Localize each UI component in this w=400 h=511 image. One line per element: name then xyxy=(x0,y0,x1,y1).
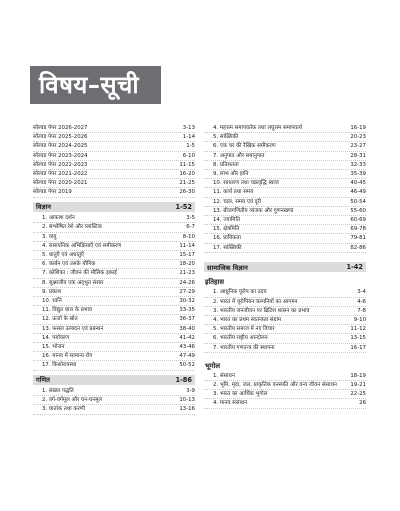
toc-entry-title: 2. भारत में यूरोपियन कम्पनियों का आगमन xyxy=(213,298,298,305)
toc-entry-pages: 55-60 xyxy=(350,207,366,214)
toc-entry xyxy=(33,124,195,133)
toc-entry-pages: 60-69 xyxy=(350,217,366,224)
toc-entry xyxy=(33,170,195,179)
toc-entry-pages: 11-14 xyxy=(179,242,195,249)
toc-entry xyxy=(33,242,195,251)
toc-entry xyxy=(204,244,366,253)
toc-entry-title: सॉल्वड पेपर 2022-2023 xyxy=(33,161,88,168)
toc-entry-pages: 6-10 xyxy=(182,152,195,159)
toc-entry-pages: 15-17 xyxy=(179,251,195,258)
toc-entry-pages: 47-49 xyxy=(179,353,195,360)
toc-entry-pages: 35-39 xyxy=(350,171,366,178)
toc-entry xyxy=(33,325,195,334)
toc-entry-pages: 19-21 xyxy=(350,381,366,388)
toc-entry-pages: 30-32 xyxy=(179,297,195,304)
toc-entry xyxy=(33,223,195,232)
toc-entry xyxy=(204,381,366,390)
page-title: विषय–सूची xyxy=(30,66,161,104)
toc-entry xyxy=(204,152,366,161)
toc-entry xyxy=(33,152,195,161)
toc-entry-title: 10. साधारण तथा चक्रवृद्धि ब्याज xyxy=(213,180,279,187)
toc-entry xyxy=(33,315,195,324)
toc-entry-title: 5. सांख्यिकी xyxy=(213,134,239,141)
social-pages: 1-42 xyxy=(346,263,363,272)
toc-entry-title: 7. अनुपात और समानुपात xyxy=(213,152,265,159)
toc-entry xyxy=(33,306,195,315)
toc-entry-title: 7. कोशिका : जीवन की मौलिक इकाई xyxy=(42,270,117,277)
toc-entry-title: 15. क्षेत्रमिति xyxy=(213,226,240,233)
toc-entry-pages: 33-35 xyxy=(179,307,195,314)
toc-entry-pages: 11-15 xyxy=(179,161,195,168)
toc-entry-pages: 3-9 xyxy=(186,388,195,395)
toc-entry-title: 17. सांख्यिकी xyxy=(213,244,242,251)
toc-entry xyxy=(204,399,366,408)
toc-entry xyxy=(204,325,366,334)
toc-entry-title: 5. भारतीय समाज में नए विचार xyxy=(213,326,275,333)
toc-entry-title: 10. ध्वनि xyxy=(42,297,62,304)
toc-entry-pages: 41-42 xyxy=(179,334,195,341)
toc-entry-title: सॉल्वड पेपर 2021-2022 xyxy=(33,171,88,178)
toc-entry-title: 6. कार्बन एवं उसके यौगिक xyxy=(42,261,96,268)
toc-entry-title: 12. ऊर्जा के स्रोत xyxy=(42,316,78,323)
toc-entry xyxy=(204,188,366,197)
toc-entry-pages: 18-19 xyxy=(350,372,366,379)
toc-entry-pages: 3-4 xyxy=(357,289,366,296)
toc-entry-pages: 7-8 xyxy=(357,307,366,314)
toc-entry-title: 14. ज्यामिति xyxy=(213,217,240,224)
math-continued-list xyxy=(204,124,366,253)
toc-entry-pages: 22-25 xyxy=(350,391,366,398)
toc-entry-title: 8. सूक्ष्मजीव एक अद्‌भुत संसार xyxy=(42,279,104,286)
toc-entry xyxy=(33,161,195,170)
solved-papers-list xyxy=(33,124,195,198)
toc-entry-pages: 16-19 xyxy=(350,125,366,131)
math-title: गणित xyxy=(36,376,50,385)
toc-entry xyxy=(204,170,366,179)
toc-entry xyxy=(204,344,366,353)
toc-entry-title: 16. प्रायिकता xyxy=(213,235,241,242)
toc-entry xyxy=(204,298,366,307)
toc-entry-title: 6. भारतीय राष्ट्रीय आन्दोलन xyxy=(213,335,268,342)
toc-entry xyxy=(204,207,366,216)
toc-entry-title: 3. भारत का आर्थिक भूगोल xyxy=(213,391,268,398)
toc-entry-pages: 8-10 xyxy=(182,233,195,240)
toc-entry-title: 1. संख्या पद्धति xyxy=(42,388,74,395)
geography-heading: भूगोल xyxy=(205,361,220,370)
toc-entry-title: सॉल्वड पेपर 2024-2025 xyxy=(33,143,88,150)
toc-entry-pages: 28-31 xyxy=(350,152,366,159)
toc-entry xyxy=(204,288,366,297)
toc-entry-title: 2. भूमि, मृदा, जल, प्राकृतिक वनस्पति और वन्य जीवन संसाधन xyxy=(213,381,337,388)
toc-entry xyxy=(204,124,366,133)
toc-entry xyxy=(204,161,366,170)
toc-entry-title: 3. वायु xyxy=(42,233,57,240)
science-title: विज्ञान xyxy=(36,203,51,212)
toc-entry-title: सॉल्वड पेपर 2023-2024 xyxy=(33,152,88,159)
toc-entry xyxy=(204,307,366,316)
toc-entry xyxy=(204,198,366,207)
toc-entry xyxy=(204,179,366,188)
toc-entry xyxy=(33,251,195,260)
toc-entry-pages: 26-30 xyxy=(179,189,195,196)
toc-entry-pages: 3-5 xyxy=(186,215,195,222)
toc-entry-pages: 38-40 xyxy=(179,325,195,332)
toc-entry xyxy=(33,188,195,197)
toc-entry-pages: 16-17 xyxy=(350,344,366,351)
history-heading: इतिहास xyxy=(205,278,224,287)
toc-entry xyxy=(204,372,366,381)
toc-entry xyxy=(204,133,366,142)
toc-entry-pages: 79-81 xyxy=(350,235,366,242)
toc-entry-title: 13. बीजगणितीय व्यंजक और गुणनखण्ड xyxy=(213,207,294,214)
toc-entry xyxy=(204,225,366,234)
toc-entry-pages: 16-20 xyxy=(179,171,195,178)
toc-entry-title: 1. संसाधन xyxy=(213,372,235,379)
toc-entry xyxy=(33,179,195,188)
toc-entry-title: सॉल्वड पेपर 2026-2027 xyxy=(33,125,88,131)
toc-entry-title: 16. मानव में सामान्य रोग xyxy=(42,353,93,360)
toc-entry xyxy=(33,297,195,306)
math-section-header xyxy=(33,375,195,386)
toc-entry-title: 8. प्रतिशतता xyxy=(213,161,239,168)
science-pages: 1-52 xyxy=(175,202,192,211)
toc-entry-title: 17. किशोरावस्था xyxy=(42,362,77,369)
toc-entry xyxy=(33,343,195,352)
social-section-header xyxy=(204,262,366,273)
toc-entry xyxy=(33,214,195,223)
toc-entry-pages: 1-14 xyxy=(182,134,195,141)
toc-entry xyxy=(204,334,366,343)
toc-entry-pages: 32-33 xyxy=(350,161,366,168)
toc-entry-title: 12. चाल, समय एवं दूरी xyxy=(213,198,262,205)
toc-entry-title: 13. फसल उत्पादन एवं प्रबन्धन xyxy=(42,325,104,332)
toc-entry-title: 2. वर्ग-वर्गमूल और घन-घनमूल xyxy=(42,397,103,404)
toc-entry xyxy=(33,405,195,414)
right-column xyxy=(204,124,366,409)
toc-entry-title: 6. एक चर की रैखिक समीकरण xyxy=(213,143,276,150)
toc-entry-pages: 18-20 xyxy=(179,261,195,268)
science-list xyxy=(33,214,195,370)
toc-entry-pages: 11-12 xyxy=(350,326,366,333)
toc-entry-title: 9. लाभ और हानि xyxy=(213,171,249,178)
toc-entry-title: 4. मानव संसाधन xyxy=(213,400,248,407)
toc-entry-pages: 26 xyxy=(359,400,366,407)
toc-entry-title: 4. महत्तम समापवर्तक तथा लघुत्तम समापवर्त्य xyxy=(213,125,302,131)
toc-entry-pages: 21-23 xyxy=(179,270,195,277)
toc-entry-pages: 10-13 xyxy=(179,397,195,404)
toc-entry-title: सॉल्वड पेपर 2020-2021 xyxy=(33,180,88,187)
toc-entry-title: 2. संश्लेषित रेशे और प्लास्टिक xyxy=(42,224,102,231)
toc-entry xyxy=(33,396,195,405)
toc-entry xyxy=(33,142,195,151)
toc-entry-pages: 13-15 xyxy=(350,335,366,342)
toc-entry-title: 1. आकाश दर्शन xyxy=(42,215,75,222)
toc-entry-pages: 3-13 xyxy=(182,125,195,131)
math-list xyxy=(33,387,195,415)
science-section-header xyxy=(33,202,195,213)
toc-entry-title: 15. भोजन xyxy=(42,343,65,350)
toc-entry-title: सॉल्वड पेपर 2025-2026 xyxy=(33,134,88,141)
toc-entry-title: 1. आधुनिक यूरोप का उदय xyxy=(213,289,267,296)
toc-entry-pages: 50-52 xyxy=(179,362,195,369)
toc-entry-pages: 1-5 xyxy=(186,143,195,150)
toc-entry xyxy=(33,233,195,242)
toc-entry xyxy=(33,260,195,269)
toc-entry-pages: 40-45 xyxy=(350,180,366,187)
toc-entry xyxy=(204,316,366,325)
toc-entry-pages: 43-46 xyxy=(179,343,195,350)
toc-entry xyxy=(204,142,366,151)
toc-entry-pages: 6-7 xyxy=(186,224,195,231)
history-list xyxy=(204,288,366,352)
toc-entry-title: 3. भारतीय जनजीवन पर ब्रिटिश शासन का प्रभाव xyxy=(213,307,310,314)
toc-entry-pages: 21-25 xyxy=(179,180,195,187)
toc-entry-pages: 23-27 xyxy=(350,143,366,150)
toc-entry-pages: 20-23 xyxy=(350,134,366,141)
toc-entry-title: 4. भारत का प्रथम स्वतन्त्रता संग्राम xyxy=(213,316,282,323)
toc-entry-pages: 24-26 xyxy=(179,279,195,286)
toc-entry-title: 14. पर्यावरण xyxy=(42,334,69,341)
toc-entry-title: 9. प्रकाश xyxy=(42,288,62,295)
social-title: सामाजिक विज्ञान xyxy=(207,263,248,272)
toc-entry-title: 5. धातुएँ एवं अधातुएँ xyxy=(42,251,84,258)
toc-entry-pages: 4-6 xyxy=(357,298,366,305)
toc-entry-title: सॉल्वड पेपर 2019 xyxy=(33,189,72,196)
toc-entry-pages: 27-29 xyxy=(179,288,195,295)
toc-entry xyxy=(33,334,195,343)
toc-entry-pages: 46-49 xyxy=(350,189,366,196)
toc-entry xyxy=(33,133,195,142)
toc-entry xyxy=(204,216,366,225)
toc-entry-title: 4. रासायनिक अभिक्रियाएँ एवं समीकरण xyxy=(42,242,122,249)
toc-entry xyxy=(33,387,195,396)
toc-entry xyxy=(204,234,366,243)
toc-entry-pages: 36-37 xyxy=(179,316,195,323)
toc-entry-title: 11. कार्य तथा समय xyxy=(213,189,254,196)
toc-entry xyxy=(33,352,195,361)
toc-entry-pages: 9-10 xyxy=(353,316,366,323)
toc-entry xyxy=(204,390,366,399)
toc-entry-title: 11. विद्युत धारा के प्रभाव xyxy=(42,307,92,314)
toc-entry-title: 3. घातांक तथा करणी xyxy=(42,406,86,413)
geography-list xyxy=(204,372,366,409)
toc-entry xyxy=(33,288,195,297)
toc-entry-title: 7. भारतीय गणतन्त्र की स्थापना xyxy=(213,344,275,351)
toc-entry xyxy=(33,279,195,288)
toc-entry-pages: 50-54 xyxy=(350,198,366,205)
math-pages: 1-86 xyxy=(175,375,192,384)
toc-entry xyxy=(33,361,195,370)
left-column xyxy=(33,124,195,415)
toc-entry xyxy=(33,269,195,278)
toc-entry-pages: 13-16 xyxy=(179,406,195,413)
toc-entry-pages: 69-78 xyxy=(350,226,366,233)
toc-entry-pages: 82-86 xyxy=(350,244,366,251)
